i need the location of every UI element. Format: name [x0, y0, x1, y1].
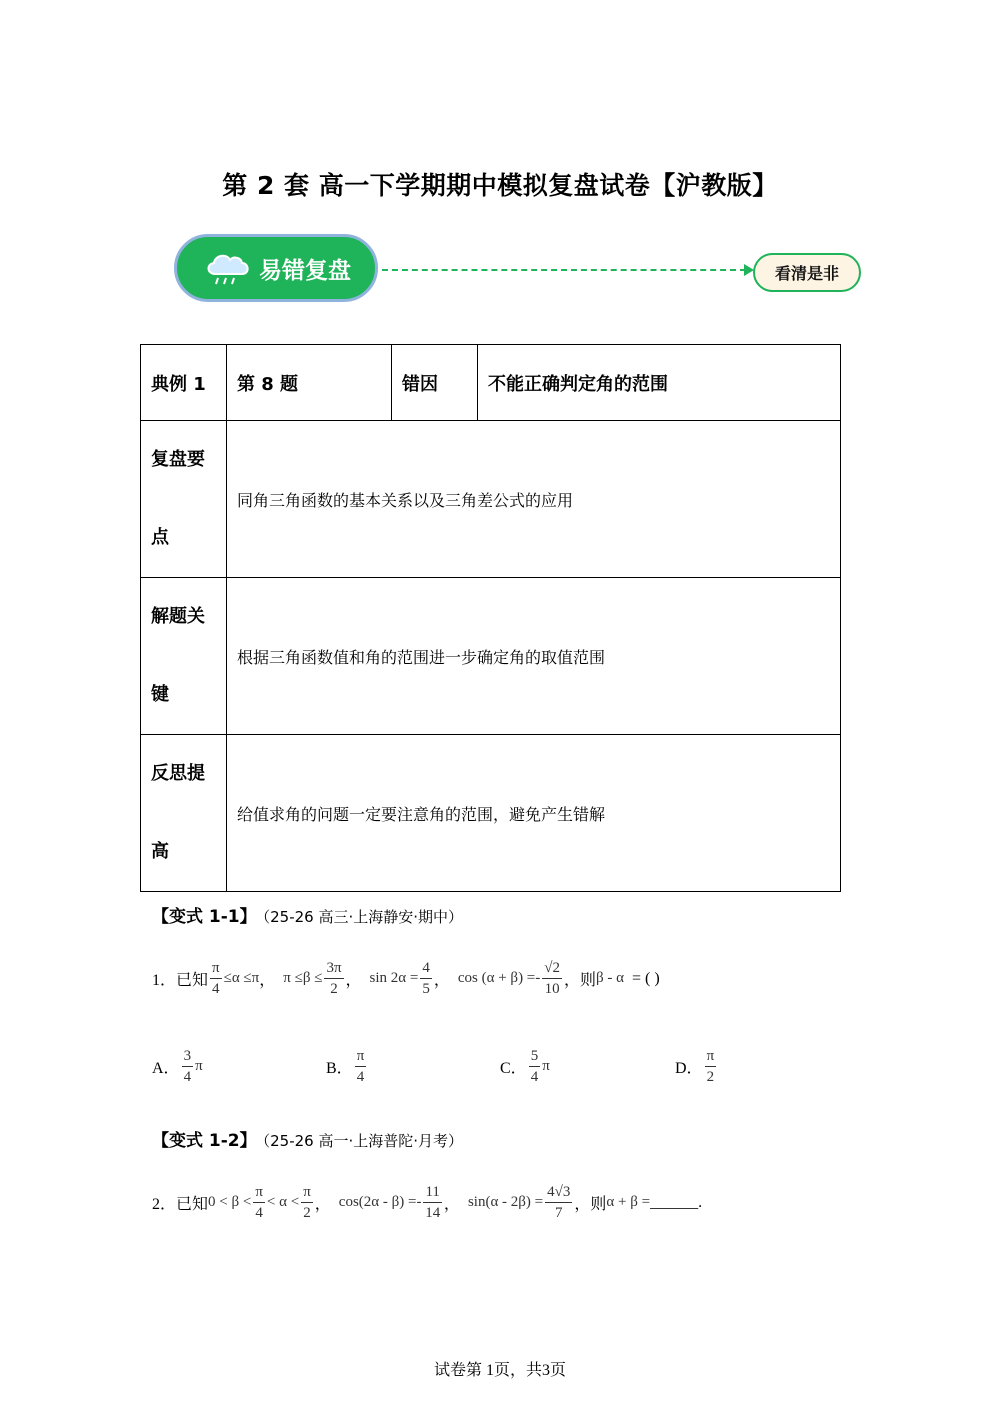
- separator: ，: [259, 972, 276, 989]
- fraction: $\frac{3\pi}{2}$: [326, 960, 342, 997]
- condition-text: ≤α ≤π: [223, 970, 260, 986]
- cloud-rain-icon: [203, 248, 253, 288]
- option-c[interactable]: [500, 1046, 550, 1087]
- question-1: [152, 958, 660, 999]
- condition-text: π ≤β ≤: [283, 970, 323, 986]
- variant-heading-1: [152, 902, 463, 927]
- row-label-top: 复盘要: [151, 449, 205, 470]
- fraction: $\frac{\pi}{4}$: [255, 1184, 263, 1221]
- table-row: [141, 735, 841, 892]
- condition-text: sin 2α =: [369, 970, 419, 986]
- question-number: 第 8 题: [227, 345, 392, 421]
- row-label-top: 解题关: [151, 606, 205, 627]
- fraction: $\frac{√2}{10}$: [544, 960, 560, 997]
- banner-pill: [174, 234, 378, 302]
- option-label: A．: [152, 1060, 180, 1077]
- row-label: [141, 421, 227, 578]
- option-label: C．: [500, 1060, 527, 1077]
- question-number: 2．已知: [152, 1196, 209, 1213]
- question-2: [152, 1182, 702, 1223]
- row-label-bottom: 键: [151, 684, 169, 705]
- fraction: $\frac{\pi}{2}$: [303, 1184, 311, 1221]
- answer-paren: = ( ): [632, 969, 660, 987]
- example-label: 典例 1: [141, 345, 227, 421]
- question-number: 1．已知: [152, 972, 209, 989]
- row-label-top: 反思提: [151, 763, 205, 784]
- row-label: [141, 735, 227, 892]
- row-label-bottom: 点: [151, 527, 169, 548]
- separator: ，: [345, 972, 362, 989]
- option-label: B．: [326, 1060, 353, 1077]
- condition-text: 0 < β <: [208, 1194, 252, 1210]
- page-footer: 试卷第 1页，共3页: [433, 1362, 566, 1379]
- separator: ，: [433, 972, 450, 989]
- fraction: $\frac{4}{5}$: [422, 960, 430, 997]
- fraction: $\frac{\pi}{4}$: [212, 960, 220, 997]
- row-label: [141, 578, 227, 735]
- table-row: [141, 578, 841, 735]
- table-head-row: [141, 345, 841, 421]
- banner-dashed-line: [382, 269, 746, 271]
- error-cause-text: 不能正确判定角的范围: [478, 345, 841, 421]
- row-text: 给值求角的问题一定要注意角的范围，避免产生错解: [227, 735, 841, 892]
- fraction: $\frac{\pi}{2}$: [706, 1048, 715, 1085]
- fraction: $\frac{4√3}{7}$: [547, 1184, 571, 1221]
- separator: ，: [443, 1196, 460, 1213]
- option-d[interactable]: [675, 1046, 718, 1087]
- variant-source: （25-26 高三·上海静安·期中）: [262, 908, 464, 926]
- variant-source: （25-26 高一·上海普陀·月考）: [262, 1132, 464, 1150]
- review-table: [140, 344, 841, 892]
- separator: ，: [314, 1196, 331, 1213]
- condition-text: sin(α - 2β) =: [467, 1194, 544, 1210]
- variant-heading-2: [152, 1126, 463, 1151]
- answer-blank[interactable]: ______.: [650, 1193, 703, 1211]
- condition-text: cos (α + β) =-: [457, 970, 541, 986]
- fraction: $\frac{3}{4}$: [183, 1048, 192, 1085]
- error-cause-label: 错因: [392, 345, 478, 421]
- fraction: $\frac{\pi}{4}$: [356, 1048, 365, 1085]
- ask-expression: β - α: [596, 970, 625, 986]
- row-text: 同角三角函数的基本关系以及三角差公式的应用: [227, 421, 841, 578]
- option-suffix: π: [195, 1058, 203, 1074]
- page-title: 第 2 套 高一下学期期中模拟复盘试卷【沪教版】: [222, 171, 778, 200]
- banner-tag: 看清是非: [753, 253, 861, 292]
- row-label-bottom: 高: [151, 841, 169, 862]
- option-b[interactable]: [326, 1046, 368, 1087]
- condition-text: cos(2α - β) =-: [338, 1194, 422, 1210]
- fraction: $\frac{5}{4}$: [530, 1048, 539, 1085]
- ask-expression: α + β =: [606, 1194, 651, 1210]
- variant-title: 【变式 1-2】: [152, 1131, 257, 1151]
- variant-title: 【变式 1-1】: [152, 907, 257, 927]
- fraction: $\frac{11}{14}$: [425, 1184, 441, 1221]
- question-ask: ，则: [564, 972, 597, 989]
- option-a[interactable]: [152, 1046, 203, 1087]
- option-label: D．: [675, 1060, 703, 1077]
- banner-pill-label: 易错复盘: [259, 257, 351, 284]
- row-text: 根据三角函数值和角的范围进一步确定角的取值范围: [227, 578, 841, 735]
- condition-text: < α <: [266, 1194, 300, 1210]
- table-row: [141, 421, 841, 578]
- option-suffix: π: [542, 1058, 550, 1074]
- question-ask: ，则: [574, 1196, 607, 1213]
